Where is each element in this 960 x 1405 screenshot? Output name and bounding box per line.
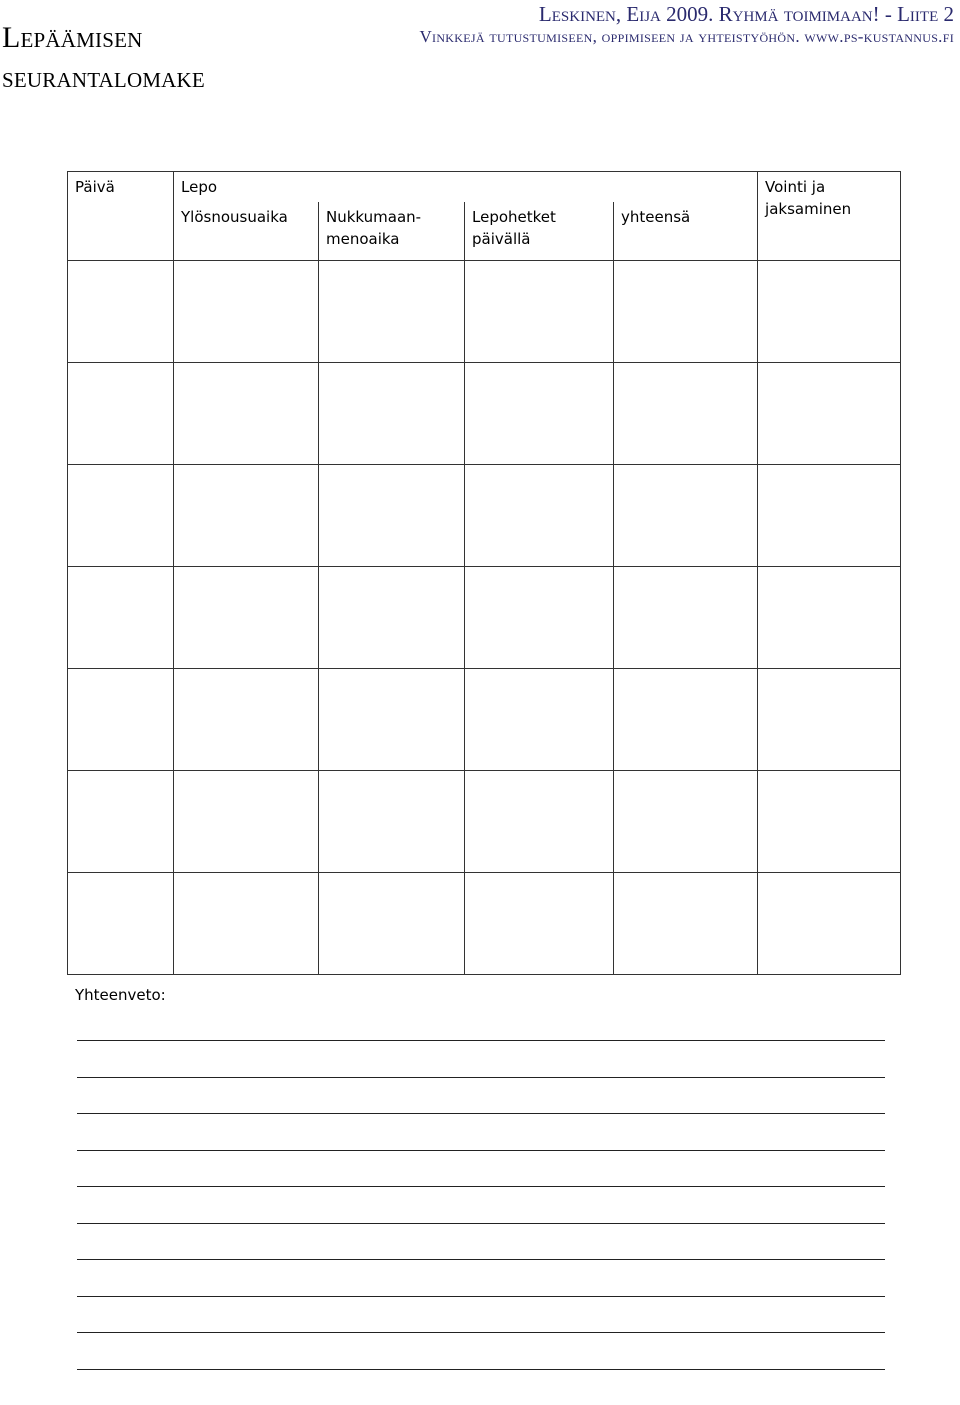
cell-total[interactable] bbox=[614, 771, 758, 873]
cell-day[interactable] bbox=[68, 465, 174, 567]
cell-total[interactable] bbox=[614, 261, 758, 363]
cell-total[interactable] bbox=[614, 669, 758, 771]
cell-wellbeing[interactable] bbox=[758, 465, 901, 567]
header-row-top bbox=[68, 172, 901, 203]
summary-line[interactable] bbox=[77, 1259, 885, 1260]
page-title-line-2: seurantalomake bbox=[2, 61, 205, 94]
cell-day[interactable] bbox=[68, 261, 174, 363]
cell-day[interactable] bbox=[68, 873, 174, 975]
cell-naps[interactable] bbox=[465, 873, 614, 975]
summary-line[interactable] bbox=[77, 1369, 885, 1370]
source-reference bbox=[419, 2, 954, 48]
table-row bbox=[68, 567, 901, 669]
cell-wakeup[interactable] bbox=[174, 669, 319, 771]
cell-wakeup[interactable] bbox=[174, 873, 319, 975]
reference-citation: Leskinen, Eija 2009. Ryhmä toimimaan! - Liite 2 bbox=[538, 2, 954, 26]
cell-wellbeing[interactable] bbox=[758, 567, 901, 669]
cell-wakeup[interactable] bbox=[174, 363, 319, 465]
table-row bbox=[68, 261, 901, 363]
cell-bedtime[interactable] bbox=[319, 567, 465, 669]
cell-naps[interactable] bbox=[465, 363, 614, 465]
cell-wakeup[interactable] bbox=[174, 567, 319, 669]
rest-tracking-table bbox=[67, 171, 901, 975]
summary-line[interactable] bbox=[77, 1150, 885, 1151]
cell-total[interactable] bbox=[614, 363, 758, 465]
reference-subtitle: Vinkkejä tutustumiseen, oppimiseen ja yhteistyöhön. www.ps-kustannus.fi bbox=[419, 27, 954, 46]
cell-wakeup[interactable] bbox=[174, 771, 319, 873]
cell-naps[interactable] bbox=[465, 771, 614, 873]
cell-bedtime[interactable] bbox=[319, 261, 465, 363]
cell-wellbeing[interactable] bbox=[758, 261, 901, 363]
header-bedtime: Nukkumaan- menoaika bbox=[319, 202, 465, 261]
cell-day[interactable] bbox=[68, 669, 174, 771]
summary-line[interactable] bbox=[77, 1113, 885, 1114]
cell-bedtime[interactable] bbox=[319, 363, 465, 465]
cell-naps[interactable] bbox=[465, 261, 614, 363]
cell-wellbeing[interactable] bbox=[758, 363, 901, 465]
header-total: yhteensä bbox=[614, 202, 758, 261]
summary-line[interactable] bbox=[77, 1296, 885, 1297]
table-row bbox=[68, 465, 901, 567]
cell-wakeup[interactable] bbox=[174, 261, 319, 363]
cell-bedtime[interactable] bbox=[319, 669, 465, 771]
summary-line[interactable] bbox=[77, 1223, 885, 1224]
summary-line[interactable] bbox=[77, 1332, 885, 1333]
cell-wakeup[interactable] bbox=[174, 465, 319, 567]
header-rest: Lepo bbox=[174, 172, 758, 203]
cell-naps[interactable] bbox=[465, 669, 614, 771]
cell-wellbeing[interactable] bbox=[758, 771, 901, 873]
summary-line[interactable] bbox=[77, 1186, 885, 1187]
summary-label: Yhteenveto: bbox=[75, 986, 166, 1004]
cell-naps[interactable] bbox=[465, 465, 614, 567]
cell-total[interactable] bbox=[614, 873, 758, 975]
cell-wellbeing[interactable] bbox=[758, 669, 901, 771]
cell-naps[interactable] bbox=[465, 567, 614, 669]
summary-writing-lines bbox=[77, 1040, 885, 1405]
cell-bedtime[interactable] bbox=[319, 771, 465, 873]
summary-line[interactable] bbox=[77, 1077, 885, 1078]
page-title-line-1: Lepäämisen bbox=[2, 21, 143, 54]
table-row bbox=[68, 669, 901, 771]
cell-bedtime[interactable] bbox=[319, 465, 465, 567]
page-title bbox=[2, 18, 205, 98]
table-row bbox=[68, 771, 901, 873]
table-row bbox=[68, 363, 901, 465]
summary-line[interactable] bbox=[77, 1040, 885, 1041]
header-wakeup: Ylösnousuaika bbox=[174, 202, 319, 261]
tracking-table-container bbox=[67, 171, 901, 975]
table-row bbox=[68, 873, 901, 975]
cell-bedtime[interactable] bbox=[319, 873, 465, 975]
cell-total[interactable] bbox=[614, 465, 758, 567]
cell-day[interactable] bbox=[68, 363, 174, 465]
cell-day[interactable] bbox=[68, 567, 174, 669]
cell-wellbeing[interactable] bbox=[758, 873, 901, 975]
header-wellbeing: Vointi ja jaksaminen bbox=[758, 172, 901, 261]
cell-total[interactable] bbox=[614, 567, 758, 669]
cell-day[interactable] bbox=[68, 771, 174, 873]
header-day: Päivä bbox=[68, 172, 174, 261]
header-naps: Lepohetket päivällä bbox=[465, 202, 614, 261]
